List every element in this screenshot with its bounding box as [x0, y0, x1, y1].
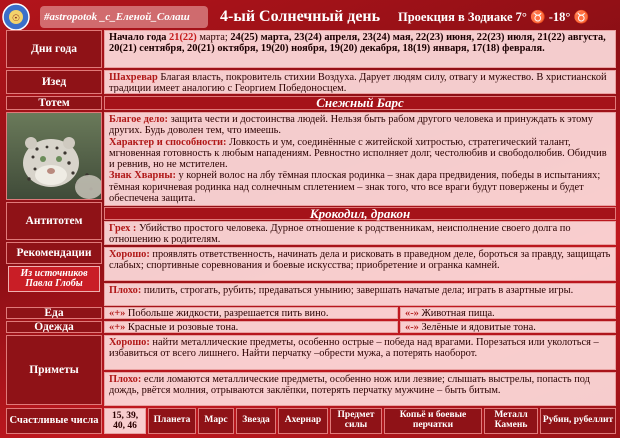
totem-sign-label: Знак Хварны: — [109, 170, 176, 182]
totem-name: Снежный Барс — [104, 96, 616, 110]
recs-good-text: проявлять ответственность, начинать дела и рисковать в праведном деле, бороться за правду, защищать слабых; спортивные соревнования и боевые искусства; приобретение и огранка камней. — [109, 249, 611, 272]
recs-bad-cell — [104, 283, 616, 306]
power-object-label: Предмет силы — [330, 408, 382, 434]
clothes-plus-mark: «+» — [109, 322, 126, 333]
antitotem-label: Антитотем — [6, 202, 102, 240]
ized-name: Шахревар — [109, 72, 158, 83]
totem-cell — [104, 112, 616, 206]
svg-text:☉: ☉ — [11, 14, 21, 24]
totem-char-label: Характер и способности: — [109, 136, 227, 148]
totem-good-label: Благое дело: — [109, 114, 168, 125]
star-value: Ахернар — [278, 408, 328, 434]
recs-label: Рекомендации — [6, 242, 102, 264]
ized-cell — [104, 70, 616, 94]
totem-good — [109, 114, 611, 137]
omens-good-cell — [104, 335, 616, 370]
food-minus-text: Животная пища. — [421, 308, 495, 319]
totem-character — [109, 137, 611, 171]
days-start-month: марта; — [199, 32, 228, 43]
recs-bad-label: Плохо: — [109, 285, 142, 296]
totem-good-text: защита чести и достоинства людей. Нельзя быть рабом другого человека и принуждать к этому других. Будь доволен тем, что имеешь. — [109, 114, 593, 137]
clothes-label: Одежда — [6, 321, 102, 333]
omens-label: Приметы — [6, 335, 102, 405]
antitotem-cell — [104, 221, 616, 245]
omens-bad-text: если ломаются металлические предметы, особенно нож или лезвие; слышать выстрелы, попасть под дождь, рвётся молния, отрываются заклёпки, потерять перчатку мужчине – быть битым. — [109, 374, 590, 397]
omens-good-label: Хорошо: — [109, 337, 150, 348]
recs-good-label: Хорошо: — [109, 249, 150, 260]
source-badge: Из источников Павла Глобы — [8, 266, 100, 292]
power-object-value: Копьё и боевые перчатки — [384, 408, 482, 434]
antitotem-sin-label: Грех : — [109, 223, 137, 234]
totem-char-text: Ловкость и ум, соединённые с житейской хитростью, стратегический талант, мгновенная готовность к любым нападениям. Ревностно исполняет долг, честолюбив и свободолюбив. Обидчив и ревнив, но не мстителен. — [109, 136, 607, 171]
zodiac-projection: Проекция в Зодиаке 7° ♉ -18° ♉ — [398, 9, 590, 24]
omens-bad-label: Плохо: — [109, 374, 142, 385]
clothes-plus-text: Красные и розовые тона. — [127, 322, 239, 333]
metal-stone-value: Рубин, рубеллит — [540, 408, 616, 434]
days-start: 21(22) — [169, 32, 197, 43]
food-minus-cell — [400, 307, 616, 319]
days-prefix: Начало года — [109, 32, 167, 43]
clothes-minus-text: Зелёные и ядовитые тона. — [421, 322, 536, 333]
planet-label: Планета — [148, 408, 196, 434]
antitotem-name: Крокодил, дракон — [104, 207, 616, 220]
food-plus-text: Побольше жидкости, разрешается пить вино. — [127, 308, 329, 319]
page-title: 4-ый Солнечный день — [220, 8, 381, 25]
food-plus-cell — [104, 307, 398, 319]
omens-good-text: найти металлические предметы, особенно острые – победа над врагами. Порезаться или уколоться – избавиться от всего лишнего. Найти перчатку –обрести мужа, а потерять наоборот. — [109, 337, 599, 360]
ized-label: Изед — [6, 70, 102, 94]
snow-leopard-image — [6, 112, 102, 200]
lucky-numbers-label: Счастливые числа — [6, 408, 102, 434]
clothes-plus-cell — [104, 321, 398, 333]
channel-tag[interactable]: #astropotok _c_Еленой_Солаш — [40, 6, 208, 28]
lucky-numbers-value: 15, 39, 40, 46 — [104, 408, 146, 434]
days-cell — [104, 30, 616, 68]
totem-label: Тотем — [6, 96, 102, 110]
food-plus-mark: «+» — [109, 308, 126, 319]
recs-bad-text: пилить, строгать, рубить; предаваться унынию; завершать начатые дела; играть в азартные игры. — [143, 285, 574, 296]
food-minus-mark: «-» — [405, 308, 419, 319]
totem-sign-text: у корней волос на лбу тёмная плоская родинка – знак дара предвидения, победы в испытаниях; тёмная коричневая родинка над солнечным сплетением – знак того, что все враги будут повержены и будет обеспечена защита. — [109, 170, 601, 205]
metal-stone-label: Металл Камень — [484, 408, 538, 434]
ized-text: Благая власть, покровитель стихии Воздуха. Дарует людям силу, отвагу и мужество. В христианской традиции имеет аналогию с Георгием Победоносцем. — [109, 72, 607, 94]
clothes-minus-mark: «-» — [405, 322, 419, 333]
recs-good-cell — [104, 247, 616, 281]
days-dates: 24(25) марта, 23(24) апреля, 23(24) мая, 22(23) июня, 22(23) июля, 21(22) августа, 20(21) сентября, 20(21) октября, 19(20) ноября, 19(20) декабря, 18(19) января, 17(18) февраля. — [109, 32, 606, 55]
clothes-minus-cell — [400, 321, 616, 333]
days-label: Дни года — [6, 30, 102, 68]
totem-sign — [109, 170, 611, 204]
food-label: Еда — [6, 307, 102, 319]
omens-bad-cell — [104, 372, 616, 406]
star-label: Звезда — [236, 408, 276, 434]
antitotem-sin-text: Убийство простого человека. Дурное отношение к родственникам, неисполнение своего долга по отношению к родителям. — [109, 223, 571, 245]
planet-value: Марс — [198, 408, 234, 434]
